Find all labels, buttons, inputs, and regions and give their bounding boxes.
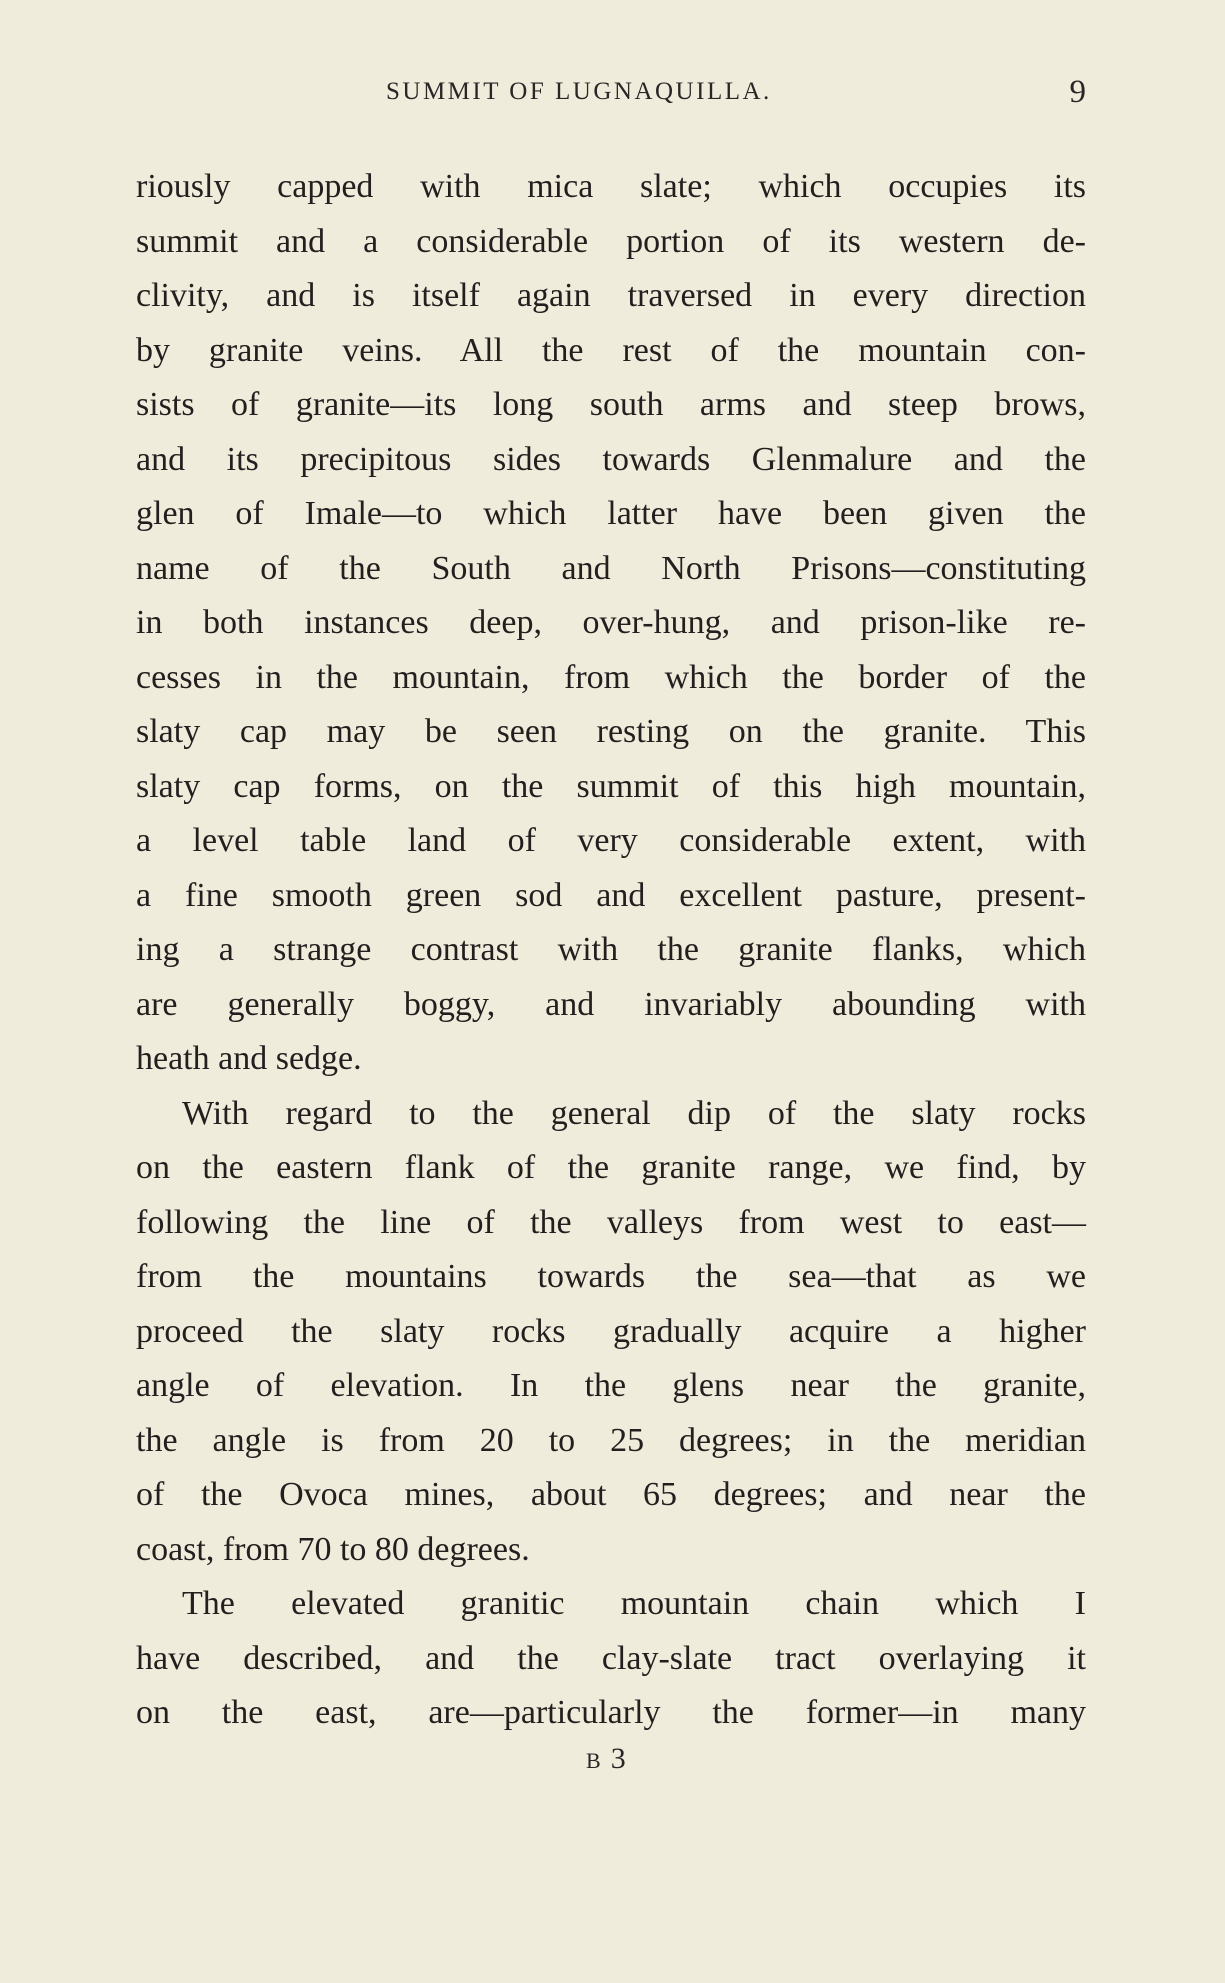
text-line: following the line of the valleys from west to east— (136, 1203, 1086, 1241)
signature-number: 3 (610, 1742, 630, 1775)
text-line: on the eastern flank of the granite range, we find, by (136, 1149, 1086, 1186)
body-text (136, 160, 1086, 1741)
text-line: sists of granite—its long south arms and steep brows, (136, 386, 1086, 423)
signature-letter: B (586, 1748, 603, 1773)
paragraph-start-line: The elevated granitic mountain chain which I (182, 1585, 1086, 1622)
paragraph-end-line: coast, from 70 to 80 degrees. (136, 1530, 530, 1568)
text-line: a fine smooth green sod and excellent pasture, present- (136, 876, 1086, 914)
text-line: clivity, and is itself again traversed in every direction (136, 277, 1086, 314)
signature-mark (586, 1742, 630, 1776)
text-line: from the mountains towards the sea—that as we (136, 1258, 1086, 1295)
paragraph-start-line: With regard to the general dip of the slaty rocks (182, 1094, 1086, 1132)
page-number: 9 (1069, 74, 1086, 110)
text-line: a level table land of very considerable extent, with (136, 822, 1086, 859)
text-line: of the Ovoca mines, about 65 degrees; and near the (136, 1476, 1086, 1513)
text-line: proceed the slaty rocks gradually acquire a higher (136, 1312, 1086, 1350)
text-line: summit and a considerable portion of its western de- (136, 222, 1086, 260)
text-line: angle of elevation. In the glens near the granite, (136, 1367, 1086, 1404)
text-line: slaty cap forms, on the summit of this high mountain, (136, 767, 1086, 805)
text-line: on the east, are—particularly the former—in many (136, 1694, 1086, 1731)
text-line: the angle is from 20 to 25 degrees; in the meridian (136, 1421, 1086, 1459)
text-line: by granite veins. All the rest of the mountain con- (136, 331, 1086, 369)
paragraph-end-line: heath and sedge. (136, 1040, 362, 1077)
text-line: cesses in the mountain, from which the border of the (136, 658, 1086, 696)
running-head (136, 74, 1086, 118)
text-line: and its precipitous sides towards Glenmalure and the (136, 440, 1086, 478)
text-line: have described, and the clay-slate tract overlaying it (136, 1639, 1086, 1677)
running-title: SUMMIT OF LUGNAQUILLA. (386, 78, 772, 105)
text-line: name of the South and North Prisons—constituting (136, 549, 1086, 587)
text-line: in both instances deep, over-hung, and prison-like re- (136, 604, 1086, 641)
text-line: ing a strange contrast with the granite flanks, which (136, 931, 1086, 968)
text-line: slaty cap may be seen resting on the granite. This (136, 713, 1086, 750)
text-line: riously capped with mica slate; which occupies its (136, 168, 1086, 205)
text-line: glen of Imale—to which latter have been given the (136, 495, 1086, 532)
text-line: are generally boggy, and invariably abounding with (136, 985, 1086, 1023)
